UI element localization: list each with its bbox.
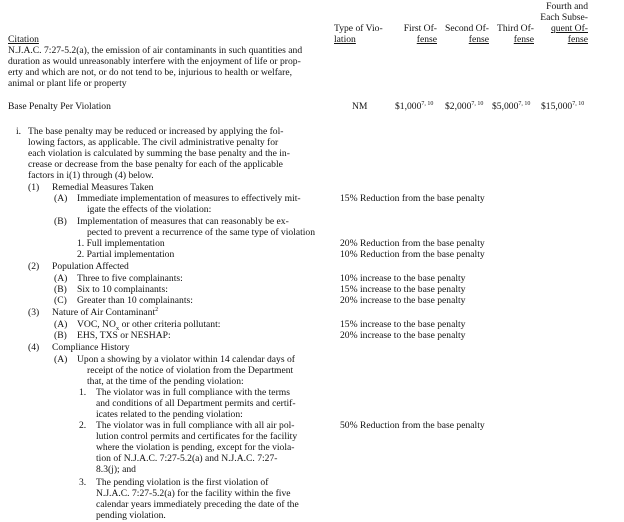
factor-4a2-line: The violator was in full compliance with all air pol- — [96, 420, 295, 431]
footnote-ref: 2 — [155, 307, 159, 313]
intro-paragraph — [28, 126, 311, 181]
factor-1b-number: (B) — [54, 216, 67, 227]
factor-4a-text — [77, 354, 295, 387]
type-header — [334, 23, 383, 45]
fourth-offense-header-line: Each Subse- — [540, 12, 588, 23]
factor-4a3-line: The pending violation is the first violation of — [96, 477, 269, 488]
type-header-line: lation — [334, 34, 356, 45]
intro-line: crease or decrease from the base penalty for each of the applicable — [28, 159, 283, 170]
second-offense-header-line: fense — [468, 34, 489, 45]
third-offense-header-line: Third Of- — [496, 23, 534, 34]
factor-2c-text: Greater than 10 complainants: — [77, 295, 193, 306]
factor-4-title: Compliance History — [52, 342, 130, 353]
factor-3-number: (3) — [28, 307, 40, 318]
factor-4a2-text — [96, 420, 297, 475]
factor-4a3-line: pending violation. — [96, 510, 166, 521]
factor-3a-number: (A) — [54, 319, 68, 330]
factor-4a2-line: where the violation is pending, except for the viola- — [96, 442, 295, 453]
base-penalty-third — [492, 101, 530, 112]
factor-3-title-text: Nature of Air Contaminant — [52, 307, 156, 318]
factor-4a-line: receipt of the notice of violation from the Department — [87, 365, 294, 376]
factor-2b-value: 15% increase to the base penalty — [340, 284, 466, 295]
base-penalty-label: Base Penalty Per Violation — [8, 101, 111, 112]
citation-header: Citation — [8, 34, 39, 45]
factor-1-title: Remedial Measures Taken — [52, 182, 154, 193]
first-offense-header-line: fense — [416, 34, 437, 45]
base-penalty-fourth-value: $15,000 — [541, 101, 573, 112]
factor-3b-number: (B) — [54, 330, 67, 341]
factor-3a-text-part: or other criteria pollutant: — [119, 319, 221, 330]
subscript: x — [115, 324, 120, 332]
footnote-ref: 7, 10 — [471, 101, 484, 107]
first-offense-header-line: First Of- — [403, 23, 437, 34]
citation-line: N.J.A.C. 7:27-5.2(a), the emission of air contaminants in such quantities and — [8, 45, 303, 56]
factor-1a-line: igate the effects of the violation: — [87, 204, 212, 215]
factor-4a2-value: 50% Reduction from the base penalty — [340, 420, 485, 431]
third-offense-header — [490, 23, 534, 45]
factor-1b-text — [77, 216, 315, 238]
factor-4a-number: (A) — [54, 354, 68, 365]
base-penalty-type: NM — [352, 101, 368, 112]
factor-4a2-line: tion of N.J.A.C. 7:27-5.2(a) and N.J.A.C. 7:27- — [96, 453, 278, 464]
factor-1b1-value: 20% Reduction from the base penalty — [340, 238, 485, 249]
base-penalty-second — [445, 101, 483, 112]
citation-line: erty and which are not, or do not tend to be, injurious to health or welfare, — [8, 67, 292, 78]
factor-1b2-text: 2. Partial implementation — [77, 249, 175, 260]
factor-4a1-line: The violator was in full compliance with the terms — [96, 387, 290, 398]
intro-line: lowing factors, as applicable. The civil administrative penalty for — [28, 137, 279, 148]
fourth-offense-header-line: Fourth and — [546, 1, 588, 12]
factor-2c-number: (C) — [54, 295, 67, 306]
factor-4a3-line: N.J.A.C. 7:27-5.2(a) for the facility within the five — [96, 488, 291, 499]
factor-4a2-line: 8.3(j); and — [96, 464, 136, 475]
intro-number: i. — [16, 126, 22, 137]
factor-3b-value: 20% increase to the base penalty — [340, 330, 466, 341]
factor-2a-text: Three to five complainants: — [77, 273, 183, 284]
base-penalty-first — [395, 101, 433, 112]
factor-1b2-value: 10% Reduction from the base penalty — [340, 249, 485, 260]
type-header-line: Type of Vio- — [334, 23, 383, 34]
factor-1b-line: Implementation of measures that can reasonably be ex- — [77, 216, 289, 227]
factor-1-number: (1) — [28, 182, 40, 193]
intro-line: The base penalty may be reduced or increased by applying the fol- — [28, 126, 284, 137]
base-penalty-third-value: $5,000 — [492, 101, 519, 112]
second-offense-header — [438, 23, 489, 45]
factor-4a3-line: calendar years immediately preceding the date of the — [96, 499, 299, 510]
citation-line: animal or plant life or property — [8, 78, 127, 89]
factor-4a3-text — [96, 477, 299, 521]
fourth-offense-header-line: fense — [567, 34, 588, 45]
factor-1a-line: Immediate implementation of measures to effectively mit- — [77, 193, 301, 204]
factor-2-number: (2) — [28, 261, 40, 272]
fourth-offense-header-line: quent Of- — [550, 23, 588, 34]
second-offense-header-line: Second Of- — [445, 23, 489, 34]
factor-1b1-text: 1. Full implementation — [77, 238, 165, 249]
factor-2a-value: 10% increase to the base penalty — [340, 273, 466, 284]
factor-2-title: Population Affected — [52, 261, 129, 272]
factor-3a-text — [77, 319, 220, 330]
base-penalty-second-value: $2,000 — [445, 101, 472, 112]
third-offense-header-line: fense — [513, 34, 534, 45]
factor-1a-text — [77, 193, 301, 215]
factor-4a1-line: icates related to the pending violation: — [96, 409, 243, 420]
factor-4a1-number: 1. — [79, 387, 87, 398]
factor-4a-line: that, at the time of the pending violation: — [87, 376, 244, 387]
factor-3a-text-part: VOC, NO — [77, 319, 116, 330]
factor-4a3-number: 3. — [79, 477, 87, 488]
factor-2a-number: (A) — [54, 273, 68, 284]
citation-line: duration as would unreasonably interfere with the enjoyment of life or prop- — [8, 56, 301, 67]
footnote-ref: 7, 10 — [421, 101, 434, 107]
factor-2c-value: 20% increase to the base penalty — [340, 295, 466, 306]
intro-line: factors in i(1) through (4) below. — [28, 170, 154, 181]
factor-4a1-line: and conditions of all Department permits and certif- — [96, 398, 296, 409]
factor-4a1-text — [96, 387, 296, 420]
factor-2b-text: Six to 10 complainants: — [77, 284, 168, 295]
fourth-offense-header — [536, 1, 588, 45]
factor-4-number: (4) — [28, 342, 40, 353]
base-penalty-first-value: $1,000 — [395, 101, 422, 112]
footnote-ref: 7, 10 — [518, 101, 531, 107]
factor-4a2-line: lution control permits and certificates for the facility — [96, 431, 298, 442]
factor-3a-value: 15% increase to the base penalty — [340, 319, 466, 330]
base-penalty-fourth — [541, 101, 584, 112]
footnote-ref: 7, 10 — [572, 101, 585, 107]
factor-3b-text: EHS, TXS or NESHAP: — [77, 330, 171, 341]
citation-text — [8, 45, 302, 89]
factor-3-title — [52, 307, 158, 318]
factor-4a2-number: 2. — [79, 420, 87, 431]
factor-1a-value: 15% Reduction from the base penalty — [340, 193, 485, 204]
factor-2b-number: (B) — [54, 284, 67, 295]
factor-1a-number: (A) — [54, 193, 68, 204]
factor-1b-line: pected to prevent a recurrence of the same type of violation — [87, 227, 316, 238]
factor-4a-line: Upon a showing by a violator within 14 calendar days of — [77, 354, 295, 365]
first-offense-header — [395, 23, 437, 45]
intro-line: each violation is calculated by summing the base penalty and the in- — [28, 148, 290, 159]
